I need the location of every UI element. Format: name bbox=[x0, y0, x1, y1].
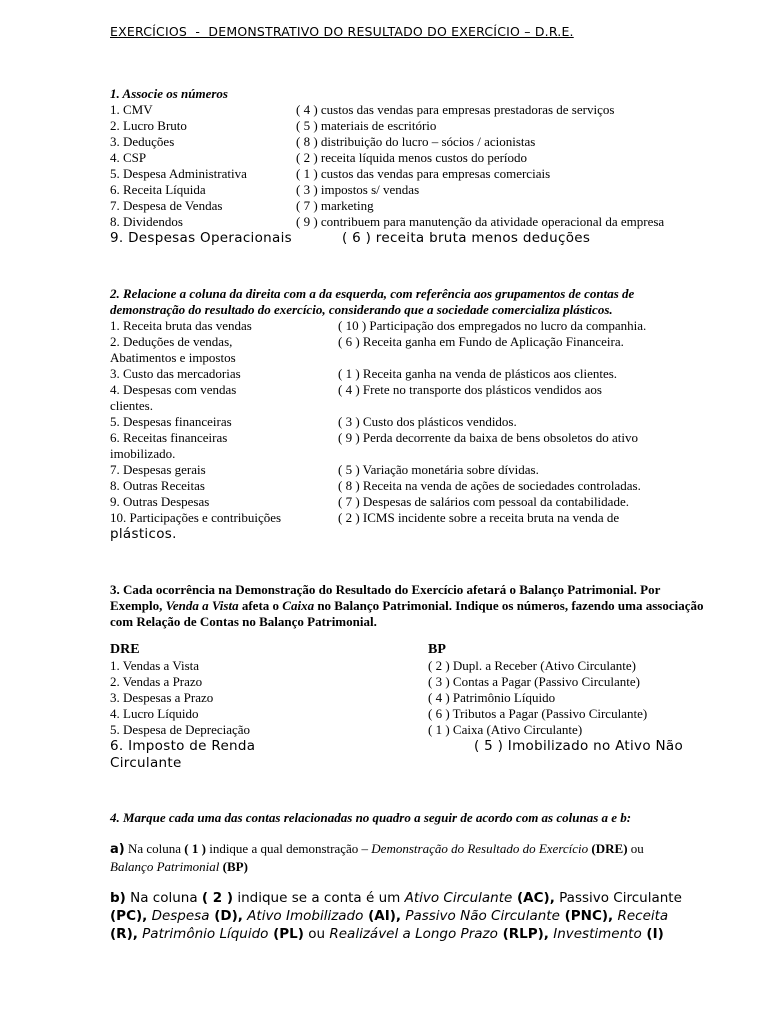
list-item bbox=[110, 134, 710, 150]
row-right: ( 5 ) Imobilizado no Ativo Não bbox=[474, 738, 684, 754]
account-name: Passivo Circulante bbox=[554, 890, 682, 906]
row-right: ( 2 ) ICMS incidente sobre a receita bruta na venda de bbox=[338, 510, 620, 525]
document-page bbox=[110, 24, 710, 943]
row-left: 4. Lucro Líquido bbox=[110, 706, 199, 721]
row-right: ( 3 ) impostos s/ vendas bbox=[296, 182, 420, 197]
statement-name: Demonstração do Resultado do Exercício bbox=[371, 841, 589, 856]
row-right: ( 9 ) Perda decorrente da baixa de bens obsoletos do ativo bbox=[338, 430, 638, 445]
row-left: 7. Despesa de Vendas bbox=[110, 198, 223, 213]
row-right: ( 2 ) Dupl. a Receber (Ativo Circulante) bbox=[428, 658, 636, 673]
heading-part: afeta o bbox=[238, 598, 283, 613]
question-3 bbox=[110, 582, 710, 772]
row-left: 2. Vendas a Prazo bbox=[110, 674, 203, 689]
account-name: Investimento bbox=[548, 926, 642, 942]
abbr: (DRE) bbox=[588, 841, 628, 856]
list-item bbox=[110, 478, 710, 494]
question-1-rows bbox=[110, 102, 710, 230]
row-right: ( 5 ) materiais de escritório bbox=[296, 118, 437, 133]
heading-part: no Balanço Patrimonial. Indique os números, fazendo uma associação com Relação de Contas no Balanço Patrimonial. bbox=[110, 598, 704, 629]
row-right: ( 3 ) Custo dos plásticos vendidos. bbox=[338, 414, 517, 429]
list-item bbox=[110, 414, 710, 430]
list-item bbox=[110, 430, 710, 446]
list-item bbox=[110, 382, 710, 398]
list-item bbox=[110, 462, 710, 478]
question-4 bbox=[110, 810, 710, 943]
row-left: 3. Custo das mercadorias bbox=[110, 366, 241, 381]
list-item bbox=[110, 318, 710, 334]
page-title: EXERCÍCIOS - DEMONSTRATIVO DO RESULTADO DO EXERCÍCIO – D.R.E. bbox=[110, 24, 574, 39]
list-item bbox=[110, 398, 710, 414]
row-right: ( 7 ) Despesas de salários com pessoal da contabilidade. bbox=[338, 494, 629, 509]
list-item bbox=[110, 334, 710, 350]
question-4-item-b bbox=[110, 889, 720, 943]
row-right: ( 10 ) Participação dos empregados no lucro da companhia. bbox=[338, 318, 647, 333]
account-name: Passivo Não Circulante bbox=[401, 908, 560, 924]
row-right: ( 1 ) custos das vendas para empresas comerciais bbox=[296, 166, 551, 181]
row-left: 1. Vendas a Vista bbox=[110, 658, 200, 673]
row-left: 2. Deduções de vendas, bbox=[110, 334, 233, 349]
item-text: ou bbox=[303, 926, 330, 942]
row-left: 5. Despesa Administrativa bbox=[110, 166, 247, 181]
row-left: 9. Despesas Operacionais bbox=[110, 230, 292, 246]
abbr: (R), bbox=[110, 926, 138, 942]
dre-column-header: DRE bbox=[110, 642, 140, 657]
row-right: ( 4 ) custos das vendas para empresas prestadoras de serviços bbox=[296, 102, 615, 117]
list-item bbox=[110, 658, 710, 674]
row-right: ( 4 ) Frete no transporte dos plásticos vendidos aos bbox=[338, 382, 602, 397]
column-ref: ( 2 ) bbox=[201, 890, 234, 906]
row-right: ( 1 ) Receita ganha na venda de plásticos aos clientes. bbox=[338, 366, 618, 381]
question-3-column-headers bbox=[110, 642, 710, 658]
account-name: Realizável a Longo Prazo bbox=[329, 926, 498, 942]
list-item bbox=[110, 722, 710, 738]
question-3-last-row bbox=[110, 738, 710, 755]
list-item bbox=[110, 366, 710, 382]
question-4-item-a bbox=[110, 840, 710, 875]
row-right: ( 8 ) distribuição do lucro – sócios / acionistas bbox=[296, 134, 536, 149]
list-item bbox=[110, 706, 710, 722]
list-item bbox=[110, 214, 710, 230]
row-left: 6. Imposto de Renda bbox=[110, 738, 256, 754]
row-left: 6. Receitas financeiras bbox=[110, 430, 228, 445]
account-name: Patrimônio Líquido bbox=[137, 926, 269, 942]
row-left: 5. Despesa de Depreciação bbox=[110, 722, 251, 737]
account-name: Receita bbox=[613, 908, 669, 924]
list-item bbox=[110, 690, 710, 706]
row-right: ( 5 ) Variação monetária sobre dívidas. bbox=[338, 462, 539, 477]
abbr: (AC), bbox=[512, 890, 555, 906]
account-name: Despesa bbox=[147, 908, 210, 924]
column-ref: ( 1 ) bbox=[184, 841, 206, 856]
list-item bbox=[110, 350, 710, 366]
item-prefix: a) bbox=[110, 842, 125, 857]
item-text: Na coluna bbox=[125, 890, 202, 906]
row-left: 1. CMV bbox=[110, 102, 153, 117]
question-4-heading: 4. Marque cada uma das contas relacionadas no quadro a seguir de acordo com as colunas a e b: bbox=[110, 810, 632, 825]
item-text: indique a qual demonstração – bbox=[205, 841, 372, 856]
question-2-heading: 2. Relacione a coluna da direita com a da esquerda, com referência aos grupamentos de contas de demonstração do resultado do exercício, considerando que a sociedade comercializa plásticos. bbox=[110, 286, 635, 317]
question-1-last-row bbox=[110, 230, 710, 247]
row-left: 3. Despesas a Prazo bbox=[110, 690, 214, 705]
abbr: (I) bbox=[641, 926, 664, 942]
heading-emphasis: Caixa bbox=[282, 598, 315, 613]
abbr: (AI), bbox=[363, 908, 402, 924]
row-left: 6. Receita Líquida bbox=[110, 182, 206, 197]
row-right: ( 9 ) contribuem para manutenção da atividade operacional da empresa bbox=[296, 214, 665, 229]
account-name: Ativo Circulante bbox=[404, 890, 513, 906]
abbr: (RLP), bbox=[497, 926, 549, 942]
bp-column-header: BP bbox=[428, 642, 446, 657]
question-3-heading bbox=[110, 582, 710, 630]
list-item bbox=[110, 150, 710, 166]
row-right: ( 6 ) receita bruta menos deduções bbox=[342, 230, 591, 246]
row-right: ( 6 ) Tributos a Pagar (Passivo Circulante) bbox=[428, 706, 648, 721]
row-right: ( 8 ) Receita na venda de ações de sociedades controladas. bbox=[338, 478, 641, 493]
list-item bbox=[110, 182, 710, 198]
row-left: 5. Despesas financeiras bbox=[110, 414, 232, 429]
list-item bbox=[110, 118, 710, 134]
row-left: 8. Dividendos bbox=[110, 214, 183, 229]
abbr: (D), bbox=[209, 908, 243, 924]
item-text: ou bbox=[627, 841, 644, 856]
row-left: 10. Participações e contribuições bbox=[110, 510, 282, 525]
row-right: ( 6 ) Receita ganha em Fundo de Aplicação Financeira. bbox=[338, 334, 624, 349]
row-right: ( 3 ) Contas a Pagar (Passivo Circulante) bbox=[428, 674, 640, 689]
row-left: 7. Despesas gerais bbox=[110, 462, 206, 477]
abbr: (PC), bbox=[110, 908, 148, 924]
row-left: 4. CSP bbox=[110, 150, 147, 165]
row-left: 9. Outras Despesas bbox=[110, 494, 210, 509]
row-left: 1. Receita bruta das vendas bbox=[110, 318, 252, 333]
list-item bbox=[110, 494, 710, 510]
row-right: ( 7 ) marketing bbox=[296, 198, 374, 213]
row-right: ( 1 ) Caixa (Ativo Circulante) bbox=[428, 722, 583, 737]
item-text: Na coluna bbox=[124, 841, 185, 856]
list-item bbox=[110, 102, 710, 118]
list-item bbox=[110, 674, 710, 690]
question-1 bbox=[110, 86, 710, 247]
abbr: (BP) bbox=[219, 859, 248, 874]
row-right: ( 4 ) Patrimônio Líquido bbox=[428, 690, 556, 705]
question-3-rows bbox=[110, 658, 710, 738]
list-item bbox=[110, 166, 710, 182]
list-item bbox=[110, 510, 710, 526]
list-item bbox=[110, 446, 710, 462]
abbr: (PL) bbox=[268, 926, 304, 942]
row-left: Abatimentos e impostos bbox=[110, 350, 236, 365]
question-2 bbox=[110, 286, 710, 543]
row-left: 4. Despesas com vendas bbox=[110, 382, 237, 397]
row-left: 2. Lucro Bruto bbox=[110, 118, 187, 133]
question-2-rows bbox=[110, 318, 710, 526]
question-3-tail: Circulante bbox=[110, 755, 182, 771]
statement-name: Balanço Patrimonial bbox=[110, 859, 220, 874]
list-item bbox=[110, 198, 710, 214]
row-left: clientes. bbox=[110, 398, 153, 413]
row-left: 8. Outras Receitas bbox=[110, 478, 205, 493]
question-2-tail: plásticos. bbox=[110, 526, 177, 542]
row-right: ( 2 ) receita líquida menos custos do período bbox=[296, 150, 528, 165]
row-left: imobilizado. bbox=[110, 446, 176, 461]
account-name: Ativo Imobilizado bbox=[242, 908, 364, 924]
heading-part: 3. Cada ocorrência na Demonstração do Resultado do Exercício afetará o Balanço Patrimonial. Por Exemplo, bbox=[110, 582, 661, 613]
item-prefix: b) bbox=[110, 890, 126, 906]
heading-emphasis: Venda a Vista bbox=[165, 598, 239, 613]
abbr: (PNC), bbox=[559, 908, 614, 924]
item-text: indique se a conta é um bbox=[233, 890, 405, 906]
question-1-heading: 1. Associe os números bbox=[110, 86, 228, 101]
row-left: 3. Deduções bbox=[110, 134, 175, 149]
